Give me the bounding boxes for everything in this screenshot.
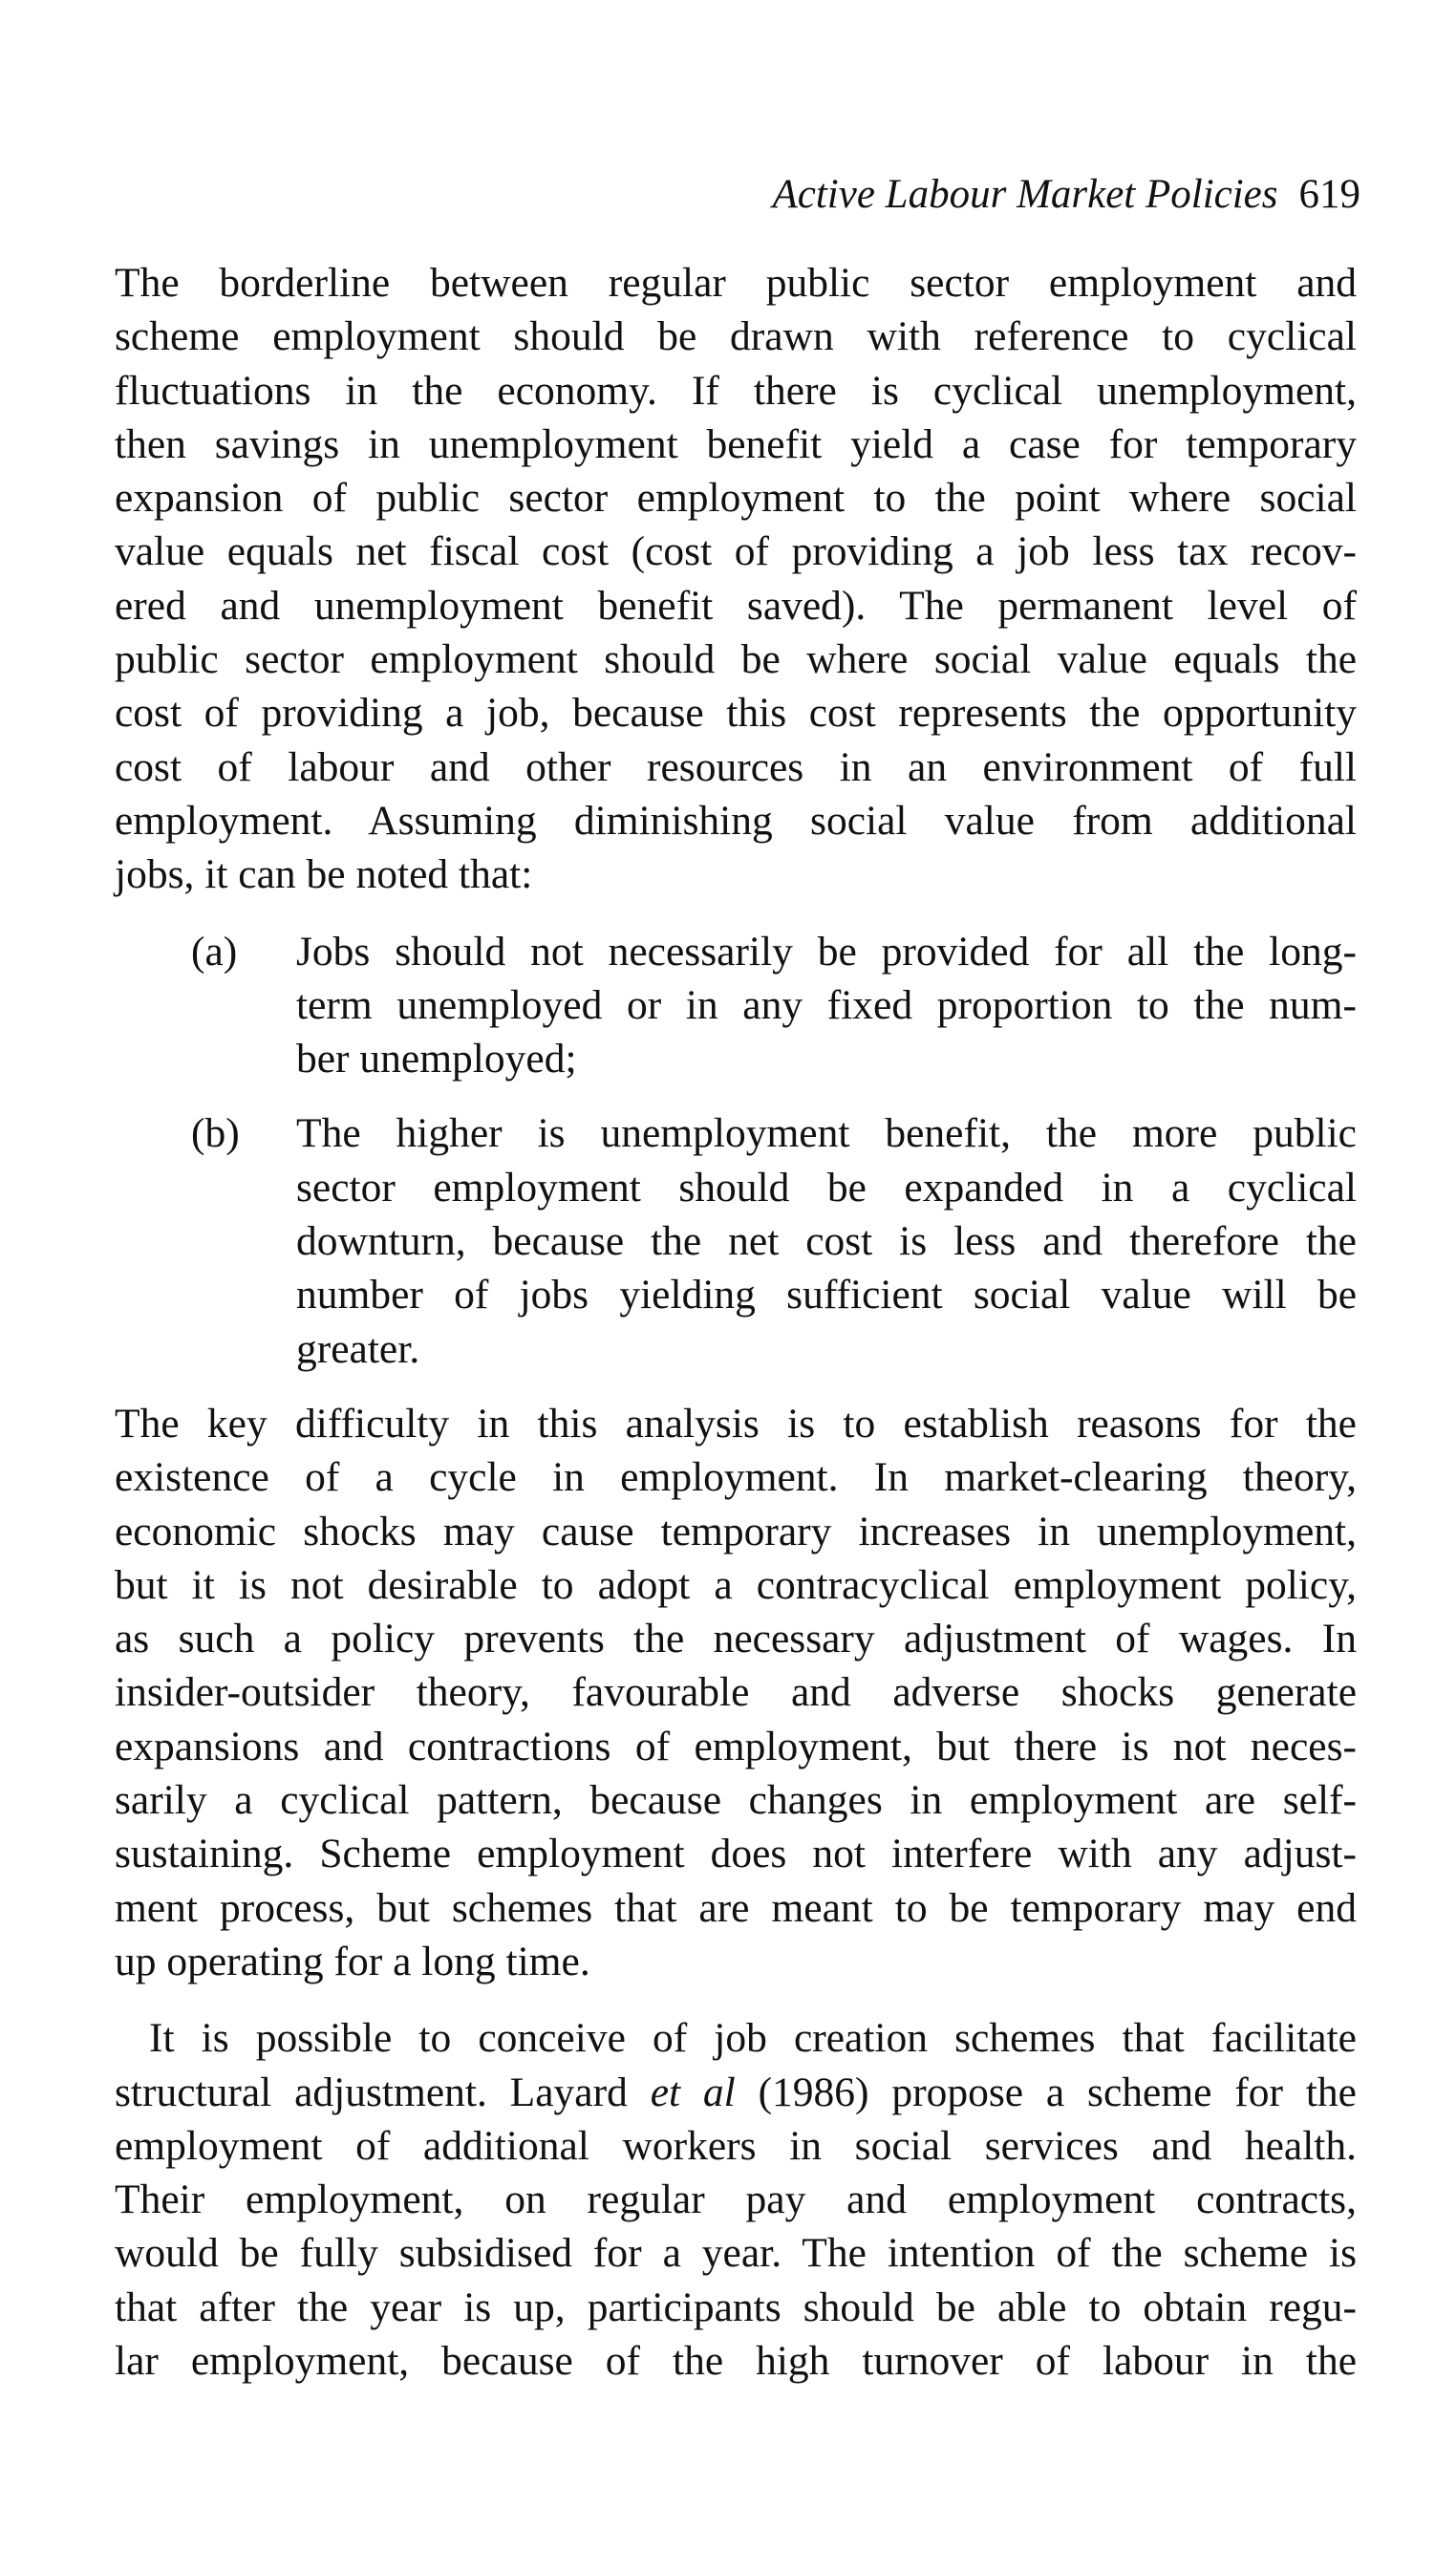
text-line: ber unemployed; — [296, 1036, 577, 1083]
paragraph-2 — [115, 1397, 1357, 1988]
text-line: number of jobs yielding sufficient social value will be — [296, 1272, 1357, 1319]
text-line: Jobs should not necessarily be provided for all the long- — [296, 928, 1357, 975]
text-line: The higher is unemployment benefit, the more public — [296, 1110, 1357, 1157]
text-line: that after the year is up, participants should be able to obtain regu- — [115, 2284, 1357, 2330]
text-line-with-citation — [115, 2066, 1357, 2119]
text-line: sector employment should be expanded in a cyclical — [296, 1164, 1357, 1211]
text-line: cost of labour and other resources in an environment of full — [115, 743, 1357, 790]
text-line: sustaining. Scheme employment does not interfere with any adjust- — [115, 1831, 1357, 1877]
text-line: ment process, but schemes that are meant to be temporary may end — [115, 1884, 1357, 1931]
text-line: downturn, because the net cost is less and therefore the — [296, 1218, 1357, 1265]
text-line: public sector employment should be where social value equals the — [115, 636, 1357, 683]
text-line: jobs, it can be noted that: — [115, 851, 533, 898]
text-line: scheme employment should be drawn with reference to cyclical — [115, 313, 1357, 360]
text-fragment: structural adjustment. Layard — [115, 2069, 651, 2115]
paragraph-3 — [115, 2011, 1357, 2388]
text-line: existence of a cycle in employment. In market-clearing theory, — [115, 1454, 1357, 1501]
text-line: employment of additional workers in social services and health. — [115, 2122, 1357, 2169]
text-line: employment. Assuming diminishing social value from additional — [115, 797, 1357, 844]
text-line: Their employment, on regular pay and employment contracts, — [115, 2176, 1357, 2223]
text-line: cost of providing a job, because this cost represents the opportunity — [115, 690, 1357, 737]
text-line: up operating for a long time. — [115, 1938, 590, 1984]
text-line: economic shocks may cause temporary increases in unemployment, — [115, 1508, 1357, 1555]
body-text — [115, 256, 1357, 2388]
page-number: 619 — [1298, 172, 1360, 217]
text-line: lar employment, because of the high turnover of labour in the — [115, 2337, 1357, 2384]
text-line: term unemployed or in any fixed proportion to the num- — [296, 981, 1357, 1028]
list-marker: (b) — [191, 1110, 240, 1157]
text-line: but it is not desirable to adopt a contracyclical employment policy, — [115, 1561, 1357, 1608]
enumerated-list — [115, 925, 1357, 1376]
text-line: as such a policy prevents the necessary adjustment of wages. In — [115, 1616, 1357, 1662]
text-line: fluctuations in the economy. If there is cyclical unemployment, — [115, 367, 1357, 414]
text-line: would be fully subsidised for a year. The intention of the scheme is — [115, 2230, 1357, 2277]
text-line: insider-outsider theory, favourable and adverse shocks generate — [115, 1669, 1357, 1716]
text-line: ered and unemployment benefit saved). The permanent level of — [115, 582, 1357, 629]
paragraph-1 — [115, 256, 1357, 902]
citation-italic: et al — [650, 2069, 736, 2115]
list-item-b — [191, 1106, 1357, 1375]
text-line: value equals net fiscal cost (cost of providing a job less tax recov- — [115, 528, 1357, 575]
text-line: sarily a cyclical pattern, because changes in employment are self- — [115, 1777, 1357, 1824]
text-line: greater. — [296, 1325, 420, 1372]
text-fragment: (1986) propose a scheme for the — [735, 2069, 1357, 2115]
text-line: The borderline between regular public sector employment and — [115, 260, 1357, 306]
list-item-a — [191, 925, 1357, 1086]
text-line: then savings in unemployment benefit yield a case for temporary — [115, 420, 1357, 467]
text-line: expansion of public sector employment to the point where social — [115, 475, 1357, 522]
text-line: It is possible to conceive of job creation schemes that facilitate — [149, 2015, 1357, 2062]
text-line: The key difficulty in this analysis is to establish reasons for the — [115, 1400, 1357, 1447]
running-title: Active Labour Market Policies — [772, 172, 1278, 217]
running-header — [773, 170, 1361, 220]
text-line: expansions and contractions of employment, but there is not neces- — [115, 1723, 1357, 1769]
list-marker: (a) — [191, 928, 238, 975]
